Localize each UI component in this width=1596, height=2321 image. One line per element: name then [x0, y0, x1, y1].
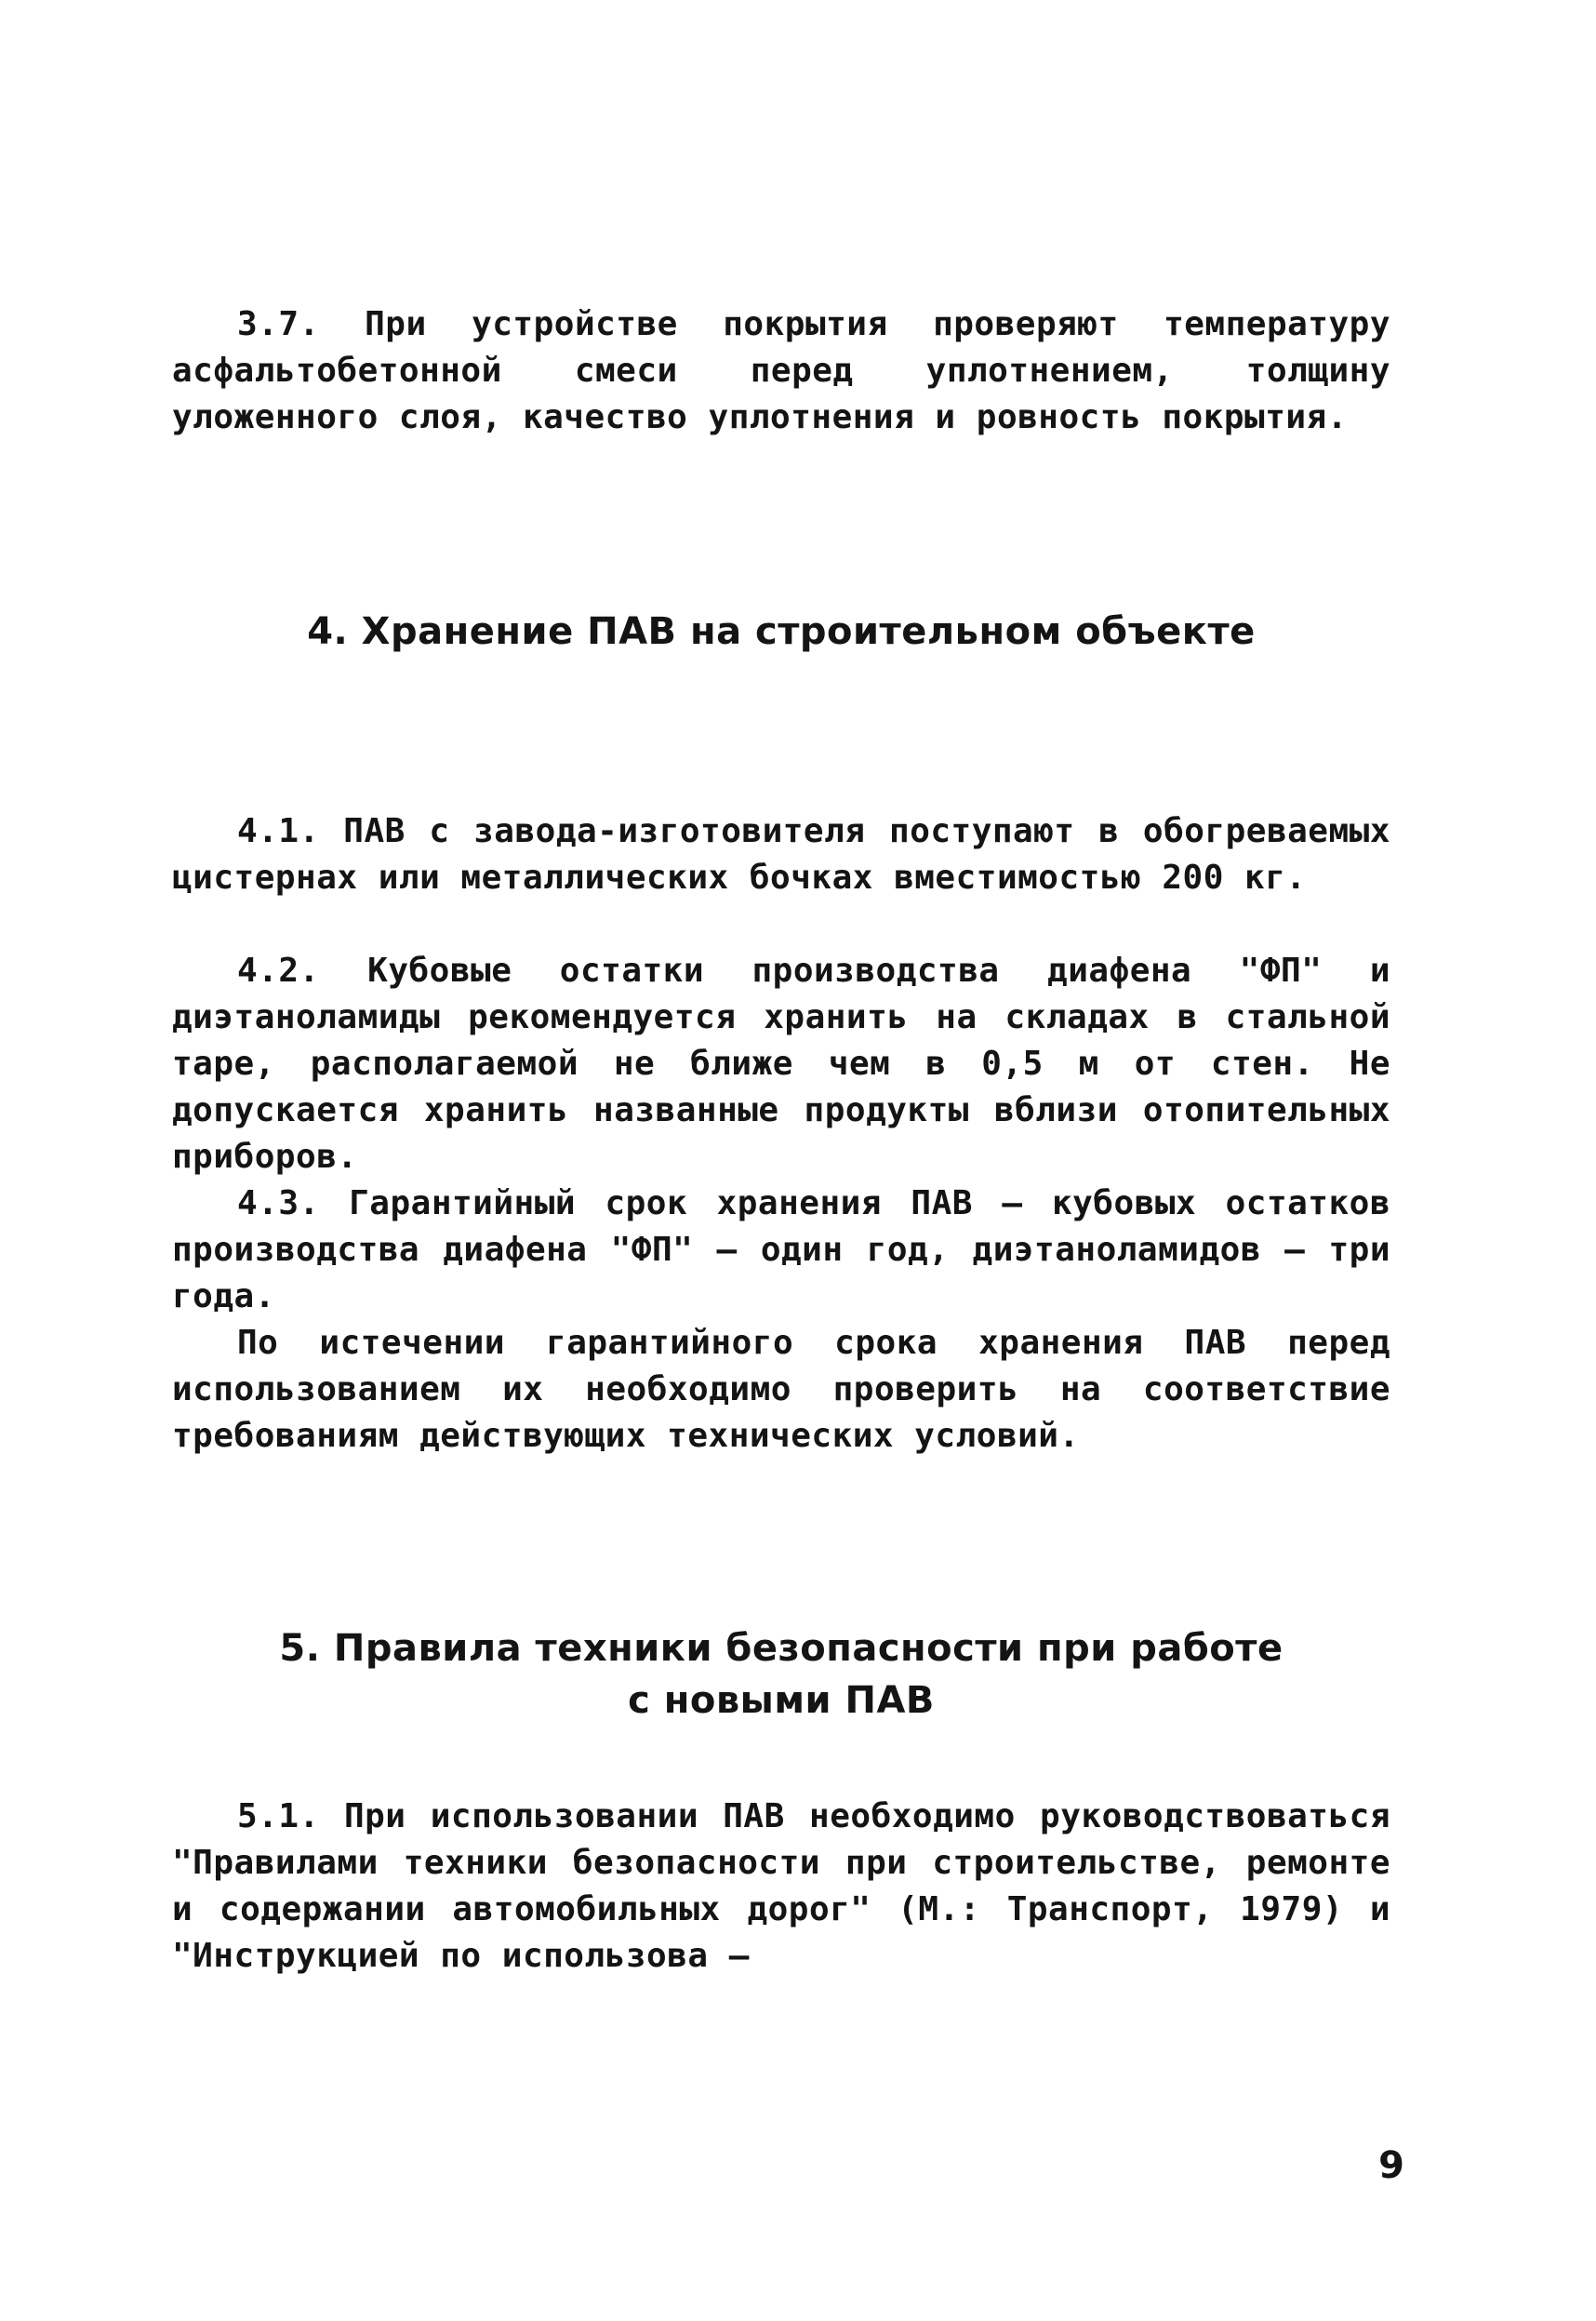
- section-5-title-line-2: с новыми ПАВ: [628, 1679, 935, 1722]
- paragraph-4-3-continuation-text: По истечении гарантийного срока хранения ПАВ перед использованием их необходимо проверить на соответствие требованиям действующих технических условий.: [172, 1324, 1390, 1455]
- paragraph-5-1-text: 5.1. При использовании ПАВ необходимо руководствоваться "Правилами техники безопасности при строительстве, ремонте и содержании автомобильных дорог" (М.: Транспорт, 1979) и "Инструкцией по использова –: [172, 1797, 1390, 1975]
- section-4-title: 4. Хранение ПАВ на строительном объекте: [307, 610, 1256, 653]
- paragraph-4-3-continuation: [172, 1320, 1390, 1460]
- paragraph-4-1: [172, 808, 1390, 901]
- paragraph-4-2-text: 4.2. Кубовые остатки производства диафена "ФП" и диэтаноламиды рекомендуется хранить на складах в стальной таре, располагаемой не ближе чем в 0,5 м от стен. Не допускается хранить названные продукты вблизи отопительных приборов.: [172, 952, 1390, 1176]
- paragraph-5-1: [172, 1794, 1390, 1980]
- paragraph-4-1-text: 4.1. ПАВ с завода-изготовителя поступают в обогреваемых цистернах или металлических бочках вместимостью 200 кг.: [172, 812, 1390, 897]
- section-5-title-line-1: 5. Правила техники безопасности при работе: [279, 1627, 1283, 1670]
- paragraph-4-3: [172, 1181, 1390, 1320]
- section-5-title: [172, 1622, 1390, 1727]
- paragraph-3-7-text: 3.7. При устройстве покрытия проверяют температуру асфальтобетонной смеси перед уплотнением, толщину уложенного слоя, качество уплотнения и ровность покрытия.: [172, 305, 1390, 436]
- paragraph-4-2: [172, 948, 1390, 1181]
- paragraph-3-7: [172, 301, 1390, 441]
- paragraph-4-3-text: 4.3. Гарантийный срок хранения ПАВ – кубовых остатков производства диафена "ФП" – один год, диэтаноламидов – три года.: [172, 1184, 1390, 1315]
- page-number: 9: [1378, 2144, 1404, 2187]
